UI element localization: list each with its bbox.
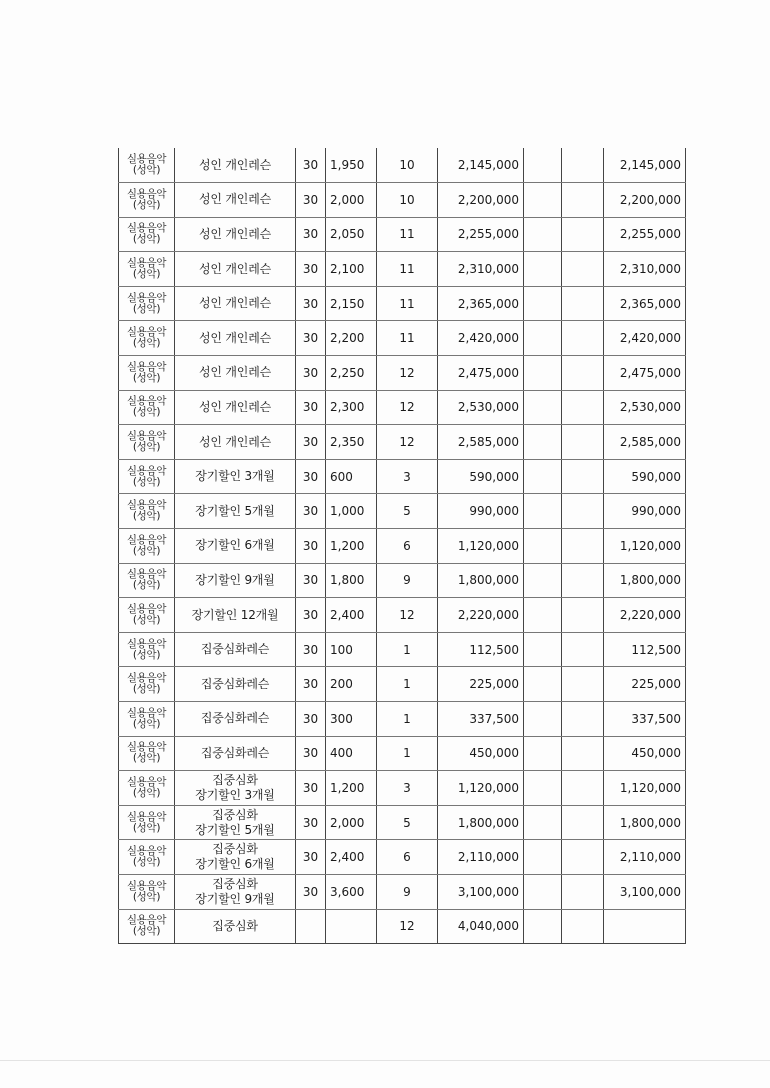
course-name-cell: 장기할인 6개월 xyxy=(175,529,296,564)
empty-cell xyxy=(524,667,562,702)
empty-cell xyxy=(524,425,562,460)
price-cell: 4,040,000 xyxy=(438,909,524,944)
empty-cell xyxy=(562,736,604,771)
months-cell: 9 xyxy=(377,874,438,909)
course-name-cell: 장기할인 3개월 xyxy=(175,459,296,494)
lesson-count-cell: 2,050 xyxy=(326,217,377,252)
empty-cell xyxy=(524,529,562,564)
table-row xyxy=(119,909,686,944)
empty-cell xyxy=(562,874,604,909)
empty-cell xyxy=(562,702,604,737)
months-cell: 1 xyxy=(377,667,438,702)
course-name-cell: 장기할인 5개월 xyxy=(175,494,296,529)
lesson-count-cell: 3,600 xyxy=(326,874,377,909)
lesson-count-cell: 2,250 xyxy=(326,356,377,391)
empty-cell xyxy=(562,840,604,875)
total-cell: 2,145,000 xyxy=(604,148,686,183)
lesson-count-cell: 200 xyxy=(326,667,377,702)
lesson-count-cell: 1,200 xyxy=(326,771,377,806)
category-cell: 실용음악 (성악) xyxy=(119,667,175,702)
price-cell: 1,800,000 xyxy=(438,563,524,598)
category-cell: 실용음악 (성악) xyxy=(119,390,175,425)
empty-cell xyxy=(562,632,604,667)
lesson-minutes-cell: 30 xyxy=(296,183,326,218)
empty-cell xyxy=(562,148,604,183)
price-cell: 2,220,000 xyxy=(438,598,524,633)
months-cell: 12 xyxy=(377,425,438,460)
empty-cell xyxy=(524,459,562,494)
total-cell xyxy=(604,909,686,944)
lesson-count-cell: 2,000 xyxy=(326,805,377,840)
empty-cell xyxy=(524,321,562,356)
table-row xyxy=(119,321,686,356)
category-cell: 실용음악 (성악) xyxy=(119,702,175,737)
course-name-cell: 성인 개인레슨 xyxy=(175,425,296,460)
price-cell: 590,000 xyxy=(438,459,524,494)
table-row xyxy=(119,702,686,737)
price-cell: 990,000 xyxy=(438,494,524,529)
table-row xyxy=(119,771,686,806)
lesson-count-cell: 100 xyxy=(326,632,377,667)
total-cell: 2,530,000 xyxy=(604,390,686,425)
months-cell: 12 xyxy=(377,598,438,633)
table-row xyxy=(119,805,686,840)
lesson-count-cell: 2,400 xyxy=(326,840,377,875)
empty-cell xyxy=(524,563,562,598)
empty-cell xyxy=(562,494,604,529)
price-cell: 2,310,000 xyxy=(438,252,524,287)
lesson-count-cell: 600 xyxy=(326,459,377,494)
lesson-minutes-cell: 30 xyxy=(296,148,326,183)
course-name-cell: 집중심화레슨 xyxy=(175,667,296,702)
course-name-cell: 성인 개인레슨 xyxy=(175,321,296,356)
total-cell: 337,500 xyxy=(604,702,686,737)
category-cell: 실용음악 (성악) xyxy=(119,598,175,633)
course-name-cell: 장기할인 9개월 xyxy=(175,563,296,598)
months-cell: 11 xyxy=(377,252,438,287)
empty-cell xyxy=(524,183,562,218)
price-cell: 337,500 xyxy=(438,702,524,737)
empty-cell xyxy=(524,356,562,391)
empty-cell xyxy=(562,356,604,391)
total-cell: 2,110,000 xyxy=(604,840,686,875)
lesson-minutes-cell: 30 xyxy=(296,840,326,875)
course-name-cell: 성인 개인레슨 xyxy=(175,148,296,183)
empty-cell xyxy=(524,390,562,425)
table-row xyxy=(119,494,686,529)
months-cell: 12 xyxy=(377,909,438,944)
empty-cell xyxy=(562,598,604,633)
empty-cell xyxy=(524,874,562,909)
lesson-minutes-cell: 30 xyxy=(296,459,326,494)
course-name-cell: 성인 개인레슨 xyxy=(175,252,296,287)
course-name-cell: 집중심화 장기할인 3개월 xyxy=(175,771,296,806)
total-cell: 1,800,000 xyxy=(604,805,686,840)
course-name-cell: 성인 개인레슨 xyxy=(175,356,296,391)
category-cell: 실용음악 (성악) xyxy=(119,736,175,771)
table-row xyxy=(119,148,686,183)
lesson-minutes-cell: 30 xyxy=(296,356,326,391)
total-cell: 112,500 xyxy=(604,632,686,667)
months-cell: 5 xyxy=(377,494,438,529)
lesson-count-cell xyxy=(326,909,377,944)
months-cell: 11 xyxy=(377,217,438,252)
empty-cell xyxy=(562,390,604,425)
empty-cell xyxy=(562,667,604,702)
lesson-minutes-cell: 30 xyxy=(296,771,326,806)
course-name-cell: 집중심화 장기할인 9개월 xyxy=(175,874,296,909)
months-cell: 10 xyxy=(377,148,438,183)
empty-cell xyxy=(524,598,562,633)
price-cell: 2,420,000 xyxy=(438,321,524,356)
lesson-count-cell: 1,800 xyxy=(326,563,377,598)
lesson-minutes-cell: 30 xyxy=(296,563,326,598)
table-row xyxy=(119,874,686,909)
lesson-count-cell: 2,200 xyxy=(326,321,377,356)
price-cell: 112,500 xyxy=(438,632,524,667)
months-cell: 11 xyxy=(377,286,438,321)
months-cell: 3 xyxy=(377,771,438,806)
lesson-minutes-cell: 30 xyxy=(296,390,326,425)
table-row xyxy=(119,563,686,598)
category-cell: 실용음악 (성악) xyxy=(119,217,175,252)
total-cell: 2,365,000 xyxy=(604,286,686,321)
total-cell: 2,585,000 xyxy=(604,425,686,460)
category-cell: 실용음악 (성악) xyxy=(119,183,175,218)
category-cell: 실용음악 (성악) xyxy=(119,632,175,667)
price-cell: 2,475,000 xyxy=(438,356,524,391)
lesson-minutes-cell: 30 xyxy=(296,632,326,667)
course-name-cell: 성인 개인레슨 xyxy=(175,183,296,218)
total-cell: 2,420,000 xyxy=(604,321,686,356)
lesson-count-cell: 400 xyxy=(326,736,377,771)
table-row xyxy=(119,632,686,667)
price-cell: 2,585,000 xyxy=(438,425,524,460)
lesson-count-cell: 300 xyxy=(326,702,377,737)
course-name-cell: 집중심화 장기할인 5개월 xyxy=(175,805,296,840)
lesson-count-cell: 1,000 xyxy=(326,494,377,529)
course-name-cell: 집중심화레슨 xyxy=(175,702,296,737)
category-cell: 실용음악 (성악) xyxy=(119,252,175,287)
total-cell: 2,475,000 xyxy=(604,356,686,391)
category-cell: 실용음악 (성악) xyxy=(119,529,175,564)
lesson-minutes-cell: 30 xyxy=(296,286,326,321)
category-cell: 실용음악 (성악) xyxy=(119,321,175,356)
lesson-minutes-cell: 30 xyxy=(296,874,326,909)
category-cell: 실용음악 (성악) xyxy=(119,840,175,875)
total-cell: 450,000 xyxy=(604,736,686,771)
table-row xyxy=(119,286,686,321)
course-name-cell: 집중심화 장기할인 6개월 xyxy=(175,840,296,875)
empty-cell xyxy=(562,771,604,806)
table-row xyxy=(119,736,686,771)
course-name-cell: 집중심화레슨 xyxy=(175,632,296,667)
table-row xyxy=(119,598,686,633)
price-cell: 225,000 xyxy=(438,667,524,702)
total-cell: 2,255,000 xyxy=(604,217,686,252)
months-cell: 9 xyxy=(377,563,438,598)
empty-cell xyxy=(562,909,604,944)
lesson-count-cell: 2,150 xyxy=(326,286,377,321)
lesson-count-cell: 1,200 xyxy=(326,529,377,564)
empty-cell xyxy=(562,183,604,218)
lesson-count-cell: 1,950 xyxy=(326,148,377,183)
lesson-minutes-cell: 30 xyxy=(296,702,326,737)
price-cell: 2,365,000 xyxy=(438,286,524,321)
lesson-minutes-cell: 30 xyxy=(296,321,326,356)
table-row xyxy=(119,459,686,494)
empty-cell xyxy=(524,286,562,321)
months-cell: 1 xyxy=(377,736,438,771)
category-cell: 실용음악 (성악) xyxy=(119,148,175,183)
months-cell: 5 xyxy=(377,805,438,840)
months-cell: 10 xyxy=(377,183,438,218)
months-cell: 11 xyxy=(377,321,438,356)
price-cell: 1,800,000 xyxy=(438,805,524,840)
empty-cell xyxy=(524,736,562,771)
empty-cell xyxy=(524,217,562,252)
empty-cell xyxy=(562,217,604,252)
category-cell: 실용음악 (성악) xyxy=(119,805,175,840)
months-cell: 12 xyxy=(377,390,438,425)
tuition-fee-table xyxy=(118,148,686,944)
empty-cell xyxy=(562,425,604,460)
empty-cell xyxy=(524,771,562,806)
table-row xyxy=(119,529,686,564)
lesson-count-cell: 2,100 xyxy=(326,252,377,287)
table-row xyxy=(119,840,686,875)
course-name-cell: 집중심화 xyxy=(175,909,296,944)
table-row xyxy=(119,217,686,252)
total-cell: 1,120,000 xyxy=(604,771,686,806)
months-cell: 12 xyxy=(377,356,438,391)
course-name-cell: 성인 개인레슨 xyxy=(175,390,296,425)
price-cell: 2,255,000 xyxy=(438,217,524,252)
table-row xyxy=(119,425,686,460)
lesson-count-cell: 2,350 xyxy=(326,425,377,460)
price-cell: 450,000 xyxy=(438,736,524,771)
empty-cell xyxy=(524,909,562,944)
price-cell: 3,100,000 xyxy=(438,874,524,909)
empty-cell xyxy=(524,805,562,840)
table-body xyxy=(119,148,686,944)
category-cell: 실용음악 (성악) xyxy=(119,563,175,598)
category-cell: 실용음악 (성악) xyxy=(119,909,175,944)
category-cell: 실용음악 (성악) xyxy=(119,494,175,529)
lesson-minutes-cell: 30 xyxy=(296,529,326,564)
empty-cell xyxy=(562,563,604,598)
category-cell: 실용음악 (성악) xyxy=(119,771,175,806)
empty-cell xyxy=(562,459,604,494)
price-cell: 2,110,000 xyxy=(438,840,524,875)
empty-cell xyxy=(562,321,604,356)
empty-cell xyxy=(562,286,604,321)
price-cell: 2,530,000 xyxy=(438,390,524,425)
table-row xyxy=(119,183,686,218)
lesson-count-cell: 2,300 xyxy=(326,390,377,425)
table-row xyxy=(119,252,686,287)
table-row xyxy=(119,390,686,425)
lesson-minutes-cell: 30 xyxy=(296,736,326,771)
lesson-count-cell: 2,000 xyxy=(326,183,377,218)
total-cell: 3,100,000 xyxy=(604,874,686,909)
months-cell: 6 xyxy=(377,529,438,564)
price-cell: 1,120,000 xyxy=(438,529,524,564)
category-cell: 실용음악 (성악) xyxy=(119,286,175,321)
lesson-count-cell: 2,400 xyxy=(326,598,377,633)
lesson-minutes-cell: 30 xyxy=(296,217,326,252)
table-row xyxy=(119,667,686,702)
total-cell: 1,120,000 xyxy=(604,529,686,564)
category-cell: 실용음악 (성악) xyxy=(119,425,175,460)
total-cell: 2,310,000 xyxy=(604,252,686,287)
empty-cell xyxy=(524,840,562,875)
empty-cell xyxy=(562,252,604,287)
total-cell: 990,000 xyxy=(604,494,686,529)
empty-cell xyxy=(524,148,562,183)
total-cell: 225,000 xyxy=(604,667,686,702)
empty-cell xyxy=(524,494,562,529)
lesson-minutes-cell: 30 xyxy=(296,494,326,529)
lesson-minutes-cell: 30 xyxy=(296,598,326,633)
course-name-cell: 성인 개인레슨 xyxy=(175,217,296,252)
price-cell: 1,120,000 xyxy=(438,771,524,806)
table-row xyxy=(119,356,686,391)
lesson-minutes-cell: 30 xyxy=(296,425,326,460)
months-cell: 3 xyxy=(377,459,438,494)
months-cell: 6 xyxy=(377,840,438,875)
months-cell: 1 xyxy=(377,632,438,667)
empty-cell xyxy=(562,529,604,564)
empty-cell xyxy=(562,805,604,840)
lesson-minutes-cell: 30 xyxy=(296,667,326,702)
course-name-cell: 집중심화레슨 xyxy=(175,736,296,771)
course-name-cell: 장기할인 12개월 xyxy=(175,598,296,633)
total-cell: 2,220,000 xyxy=(604,598,686,633)
category-cell: 실용음악 (성악) xyxy=(119,874,175,909)
course-name-cell: 성인 개인레슨 xyxy=(175,286,296,321)
page-bottom-rule xyxy=(0,1060,770,1061)
category-cell: 실용음악 (성악) xyxy=(119,459,175,494)
category-cell: 실용음악 (성악) xyxy=(119,356,175,391)
price-cell: 2,200,000 xyxy=(438,183,524,218)
lesson-minutes-cell: 30 xyxy=(296,252,326,287)
total-cell: 2,200,000 xyxy=(604,183,686,218)
price-cell: 2,145,000 xyxy=(438,148,524,183)
total-cell: 590,000 xyxy=(604,459,686,494)
empty-cell xyxy=(524,702,562,737)
months-cell: 1 xyxy=(377,702,438,737)
empty-cell xyxy=(524,632,562,667)
empty-cell xyxy=(524,252,562,287)
lesson-minutes-cell: 30 xyxy=(296,805,326,840)
total-cell: 1,800,000 xyxy=(604,563,686,598)
lesson-minutes-cell xyxy=(296,909,326,944)
